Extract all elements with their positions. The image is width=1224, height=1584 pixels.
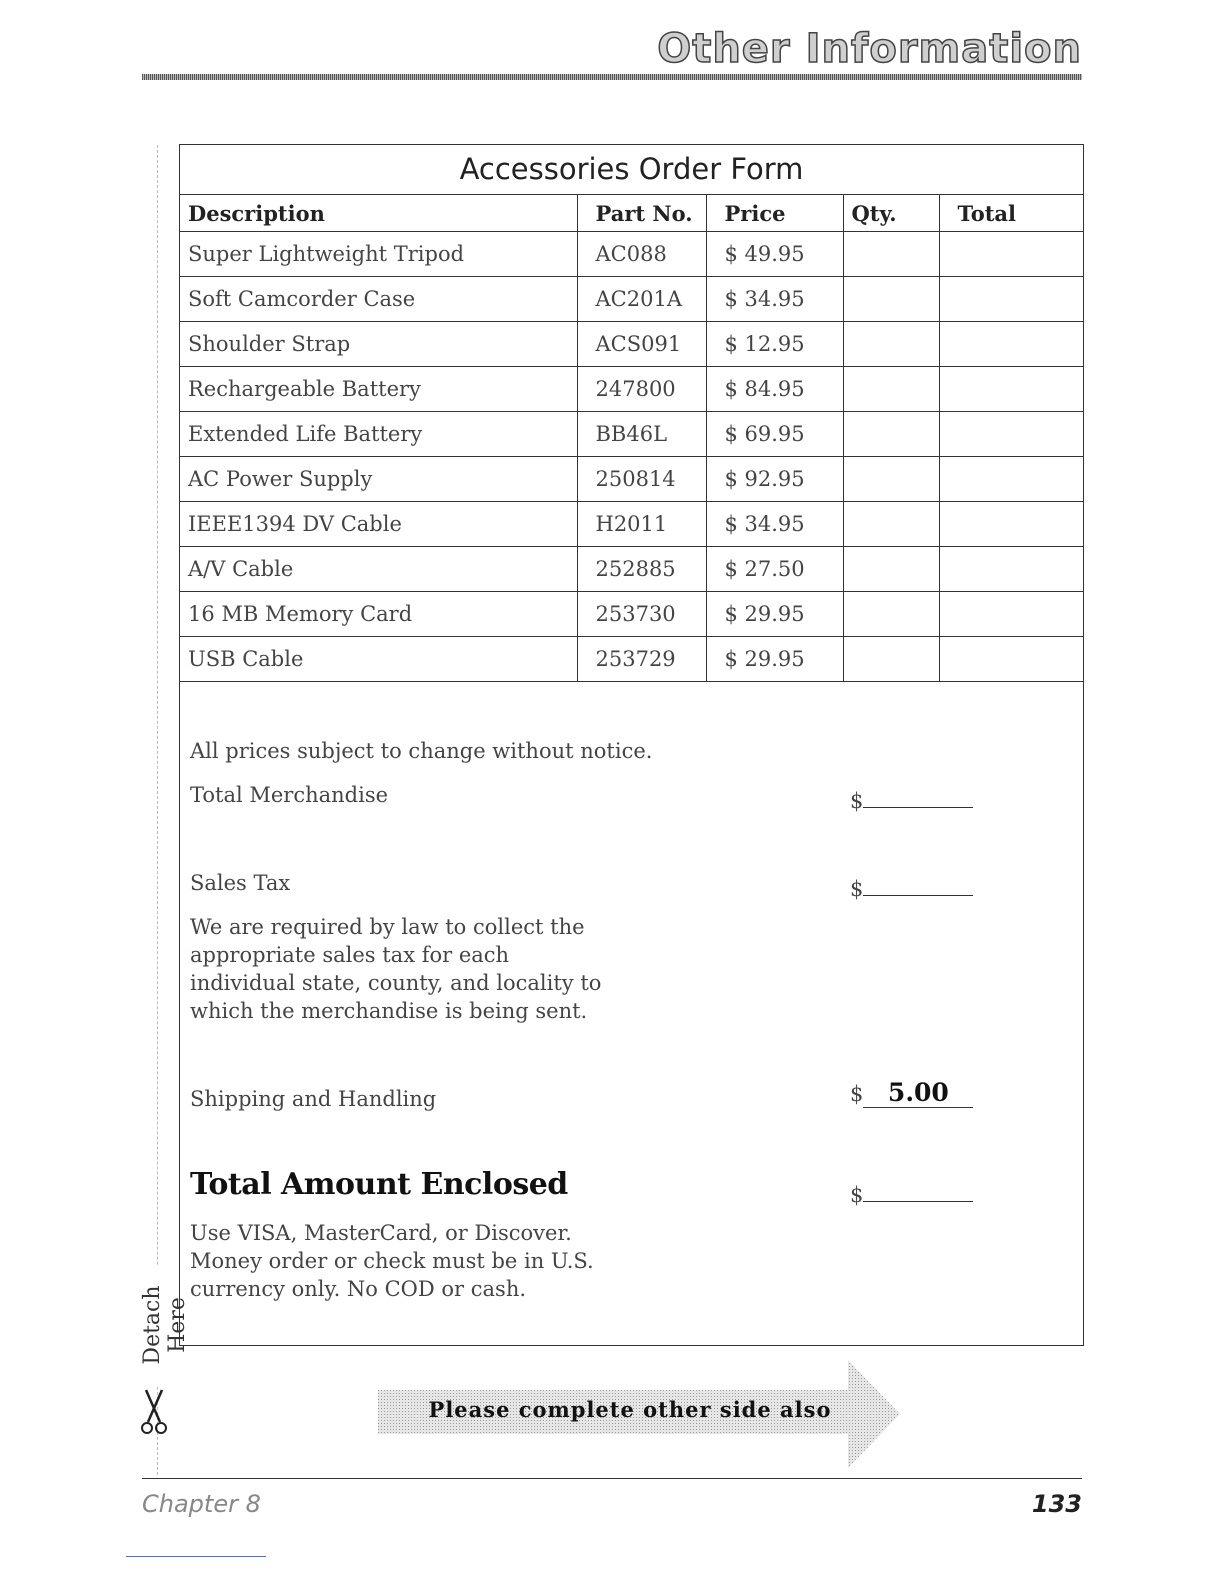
shipping-value: 5.00 <box>863 1081 973 1108</box>
item-part-number: AC201A <box>577 277 706 322</box>
shipping-label: Shipping and Handling <box>190 1087 437 1111</box>
item-total-field[interactable] <box>939 502 1083 547</box>
arrow-label: Please complete other side also <box>428 1397 832 1422</box>
total-merchandise-label: Total Merchandise <box>190 783 389 807</box>
sales-tax-label: Sales Tax <box>190 871 291 895</box>
total-enclosed-label: Total Amount Enclosed <box>190 1167 568 1202</box>
item-qty-field[interactable] <box>843 457 939 502</box>
column-header: Total <box>939 195 1083 232</box>
table-row <box>180 547 1083 592</box>
item-description: Rechargeable Battery <box>180 367 577 412</box>
order-form <box>179 144 1084 1346</box>
item-part-number: AC088 <box>577 232 706 277</box>
item-qty-field[interactable] <box>843 232 939 277</box>
item-qty-field[interactable] <box>843 502 939 547</box>
item-description: Shoulder Strap <box>180 322 577 367</box>
item-description: A/V Cable <box>180 547 577 592</box>
currency-symbol: $ <box>850 1183 864 1207</box>
item-description: AC Power Supply <box>180 457 577 502</box>
item-price: $ 27.50 <box>706 547 843 592</box>
item-description: Extended Life Battery <box>180 412 577 457</box>
item-price: $ 34.95 <box>706 502 843 547</box>
page-header-title: Other Information <box>657 26 1082 72</box>
item-price: $ 84.95 <box>706 367 843 412</box>
currency-symbol: $ <box>850 789 864 813</box>
item-part-number: BB46L <box>577 412 706 457</box>
sales-tax-field[interactable] <box>850 869 973 901</box>
table-row <box>180 277 1083 322</box>
item-qty-field[interactable] <box>843 322 939 367</box>
item-qty-field[interactable] <box>843 592 939 637</box>
item-description: USB Cable <box>180 637 577 682</box>
shipping-field <box>850 1078 973 1108</box>
table-header-row <box>180 195 1083 232</box>
table-row <box>180 412 1083 457</box>
item-part-number: 253730 <box>577 592 706 637</box>
item-total-field[interactable] <box>939 367 1083 412</box>
scissors-icon <box>140 1388 170 1436</box>
table-row <box>180 637 1083 682</box>
item-description: IEEE1394 DV Cable <box>180 502 577 547</box>
currency-symbol: $ <box>850 877 864 901</box>
footer-rule <box>142 1478 1082 1479</box>
item-price: $ 49.95 <box>706 232 843 277</box>
item-total-field[interactable] <box>939 277 1083 322</box>
corner-mark <box>126 1556 266 1557</box>
item-total-field[interactable] <box>939 637 1083 682</box>
item-description: Super Lightweight Tripod <box>180 232 577 277</box>
item-qty-field[interactable] <box>843 637 939 682</box>
item-qty-field[interactable] <box>843 367 939 412</box>
total-enclosed-field[interactable] <box>850 1175 973 1207</box>
item-price: $ 29.95 <box>706 637 843 682</box>
item-price: $ 69.95 <box>706 412 843 457</box>
column-header: Price <box>706 195 843 232</box>
column-header: Qty. <box>843 195 939 232</box>
item-description: 16 MB Memory Card <box>180 592 577 637</box>
sales-tax-note: We are required by law to collect the appropriate sales tax for each individual state, county, and locality to which the merchandise is being sent. <box>190 915 602 1023</box>
table-row <box>180 232 1083 277</box>
item-total-field[interactable] <box>939 412 1083 457</box>
item-part-number: 247800 <box>577 367 706 412</box>
total-merchandise-field[interactable] <box>850 781 973 813</box>
item-total-field[interactable] <box>939 547 1083 592</box>
item-total-field[interactable] <box>939 232 1083 277</box>
item-total-field[interactable] <box>939 322 1083 367</box>
currency-symbol: $ <box>850 1082 864 1106</box>
item-description: Soft Camcorder Case <box>180 277 577 322</box>
detach-label: Detach Here <box>140 1265 190 1385</box>
table-row <box>180 502 1083 547</box>
item-price: $ 92.95 <box>706 457 843 502</box>
page-number: 133 <box>1031 1490 1082 1518</box>
item-part-number: 252885 <box>577 547 706 592</box>
item-total-field[interactable] <box>939 457 1083 502</box>
table-row <box>180 367 1083 412</box>
item-part-number: ACS091 <box>577 322 706 367</box>
form-title: Accessories Order Form <box>180 145 1083 195</box>
table-row <box>180 322 1083 367</box>
item-price: $ 34.95 <box>706 277 843 322</box>
item-qty-field[interactable] <box>843 412 939 457</box>
column-header: Part No. <box>577 195 706 232</box>
header-rule <box>142 74 1082 80</box>
payment-note: Use VISA, MasterCard, or Discover. Money order or check must be in U.S. currency only. No COD or cash. <box>190 1221 594 1301</box>
item-part-number: 250814 <box>577 457 706 502</box>
table-row <box>180 457 1083 502</box>
item-price: $ 29.95 <box>706 592 843 637</box>
footer-chapter: Chapter 8 <box>142 1490 261 1518</box>
price-notice: All prices subject to change without notice. <box>190 739 653 763</box>
item-part-number: 253729 <box>577 637 706 682</box>
table-row <box>180 592 1083 637</box>
item-price: $ 12.95 <box>706 322 843 367</box>
item-qty-field[interactable] <box>843 277 939 322</box>
order-table <box>180 195 1083 682</box>
item-total-field[interactable] <box>939 592 1083 637</box>
column-header: Description <box>180 195 577 232</box>
item-part-number: H2011 <box>577 502 706 547</box>
item-qty-field[interactable] <box>843 547 939 592</box>
